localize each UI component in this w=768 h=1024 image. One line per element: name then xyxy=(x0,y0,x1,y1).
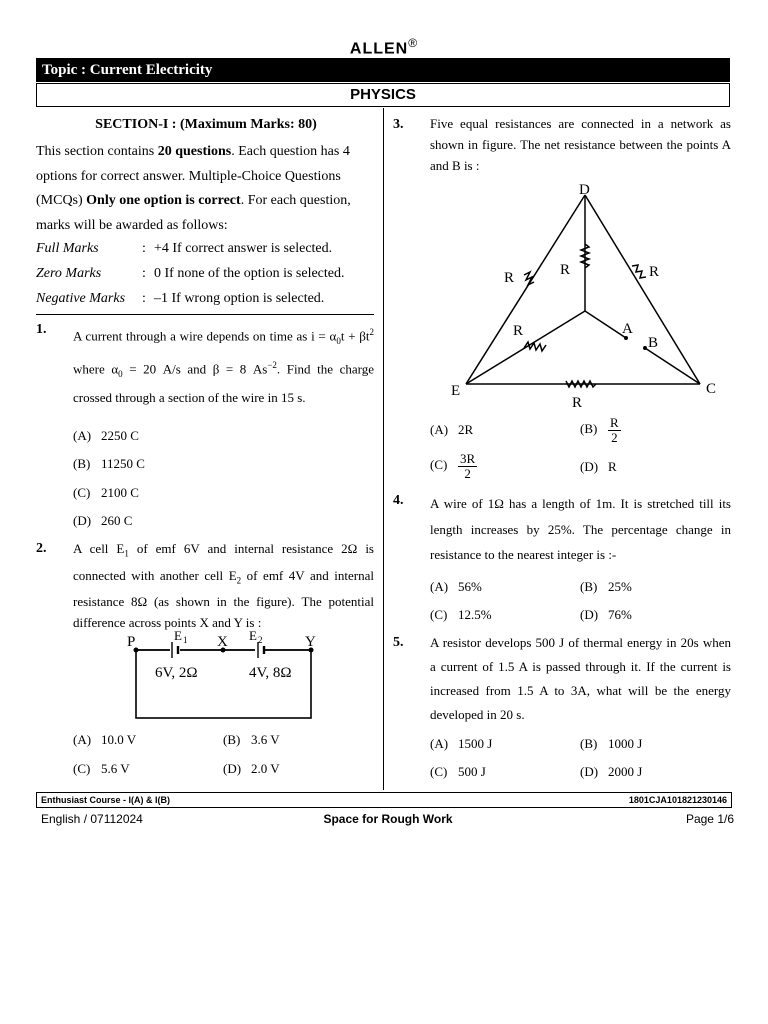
brand-logo xyxy=(0,36,768,58)
label-b: B xyxy=(648,335,659,351)
circuit-figure xyxy=(125,626,325,722)
brand-name: ALLEN xyxy=(349,40,409,58)
label-r-right: R xyxy=(649,264,660,280)
option-3c[interactable]: (C) $\frac{3R}{2}$ xyxy=(430,451,476,481)
label-e1: E xyxy=(174,628,182,643)
label-e2: E xyxy=(249,628,257,643)
question-text-3: Five equal resistances are connected in a network as shown in figure. The net resistance between the points A and B is : xyxy=(430,116,731,173)
marking-label: Full Marks xyxy=(36,241,99,256)
course-name: Enthusiast Course - I(A) & I(B) xyxy=(41,795,171,805)
question-text-4: A wire of 1Ω has a length of 1m. It is stretched till its length increases by 25%. The percentage change in resistance to the nearest integer is :- xyxy=(430,496,731,562)
option-1d[interactable]: (D) 260 C xyxy=(73,513,133,528)
option-4b[interactable]: (B) 25% xyxy=(580,579,632,594)
marking-label: Negative Marks xyxy=(36,291,126,306)
option-4c[interactable]: (C) 12.5% xyxy=(430,607,492,622)
option-1c[interactable]: (C) 2100 C xyxy=(73,485,139,500)
network-figure xyxy=(448,178,730,410)
registered-mark: ® xyxy=(408,36,419,50)
paper-code: 1801CJA101821230146 xyxy=(628,795,727,805)
footer-course-bar xyxy=(36,792,732,808)
label-r-bottom: R xyxy=(572,395,583,410)
intro-text: . Each question has 4 options for correct answer. Multiple-Choice Questions (MCQs) xyxy=(36,144,350,208)
question-number-4: 4. xyxy=(393,493,404,508)
label-a: A xyxy=(622,321,633,337)
question-text-1: A current through a wire depends on time as $i = \alpha_0t + \beta t^2$ where $\alpha_0 = 20$ A/s and β = 8 $As^{-2}$. Find the charge crossed through a section of the wire in 15 s. xyxy=(73,327,374,405)
option-5d[interactable]: (D) 2000 J xyxy=(580,764,643,779)
language-date: English / 07112024 xyxy=(41,812,143,826)
question-text-2: A cell $E_1$ of emf 6V and internal resistance 2Ω is connected with another cell $E_2$ of emf 4V and internal resistance 8Ω (as shown in the figure). The potential difference across points X and Y is : xyxy=(73,541,374,631)
column-divider xyxy=(383,108,384,790)
label-r-left: R xyxy=(504,270,515,286)
option-1a[interactable]: (A) 2250 C xyxy=(73,428,139,443)
section-rule xyxy=(36,314,374,315)
label-e: E xyxy=(451,383,461,399)
node-b xyxy=(643,346,647,350)
label-r-inner: R xyxy=(513,323,524,339)
label-c: C xyxy=(706,381,717,397)
option-5c[interactable]: (C) 500 J xyxy=(430,764,486,779)
subject-title: PHYSICS xyxy=(36,83,730,107)
label-e1-sub: 1 xyxy=(183,635,188,645)
marking-label: Zero Marks xyxy=(36,266,102,281)
option-2d[interactable]: (D) 2.0 V xyxy=(223,761,280,776)
question-number-1: 1. xyxy=(36,322,47,337)
label-p: P xyxy=(127,634,136,650)
label-cell-2: 4V, 8Ω xyxy=(249,665,292,681)
option-3d[interactable]: (D) R xyxy=(580,459,617,474)
option-2a[interactable]: (A) 10.0 V xyxy=(73,732,137,747)
intro-bold-count: 20 questions xyxy=(157,144,232,159)
option-3a[interactable]: (A) 2R xyxy=(430,422,474,437)
page-number: Page 1/6 xyxy=(685,812,734,826)
topic-bar: Topic : Current Electricity xyxy=(36,58,730,82)
rough-work-label: Space for Rough Work xyxy=(323,812,453,826)
intro-text: This section contains xyxy=(36,144,158,159)
question-number-2: 2. xyxy=(36,541,47,556)
label-cell-1: 6V, 2Ω xyxy=(155,665,198,681)
label-e2-sub: 2 xyxy=(258,635,263,645)
label-d: D xyxy=(579,182,590,198)
option-5a[interactable]: (A) 1500 J xyxy=(430,736,493,751)
intro-bold-rule: Only one option is correct xyxy=(86,193,241,208)
question-number-3: 3. xyxy=(393,117,404,132)
label-x: X xyxy=(217,634,228,650)
label-r-vertical: R xyxy=(560,262,571,278)
intro-text: . For each question, marks will be awarded as follows: xyxy=(36,193,351,233)
option-1b[interactable]: (B) 11250 C xyxy=(73,456,145,471)
option-4d[interactable]: (D) 76% xyxy=(580,607,632,622)
option-2c[interactable]: (C) 5.6 V xyxy=(73,761,130,776)
marking-value: +4 If correct answer is selected. xyxy=(154,241,333,256)
option-5b[interactable]: (B) 1000 J xyxy=(580,736,643,751)
marking-value: 0 If none of the option is selected. xyxy=(154,266,345,281)
question-number-5: 5. xyxy=(393,635,404,650)
option-4a[interactable]: (A) 56% xyxy=(430,579,482,594)
section-instructions xyxy=(36,140,376,238)
option-3b[interactable]: (B) $\frac{R}{2}$ xyxy=(580,415,619,445)
marking-value: –1 If wrong option is selected. xyxy=(154,291,325,306)
option-2b[interactable]: (B) 3.6 V xyxy=(223,732,280,747)
question-text-5: A resistor develops 500 J of thermal energy in 20s when a current of 1.5 A is passed through it. If the current is increased from 1.5 A to 3A, what will be the energy developed in 20 s. xyxy=(430,635,731,722)
label-y: Y xyxy=(305,634,316,650)
circuit-wire xyxy=(136,650,311,718)
section-title: SECTION-I : (Maximum Marks: 80) xyxy=(95,117,317,132)
